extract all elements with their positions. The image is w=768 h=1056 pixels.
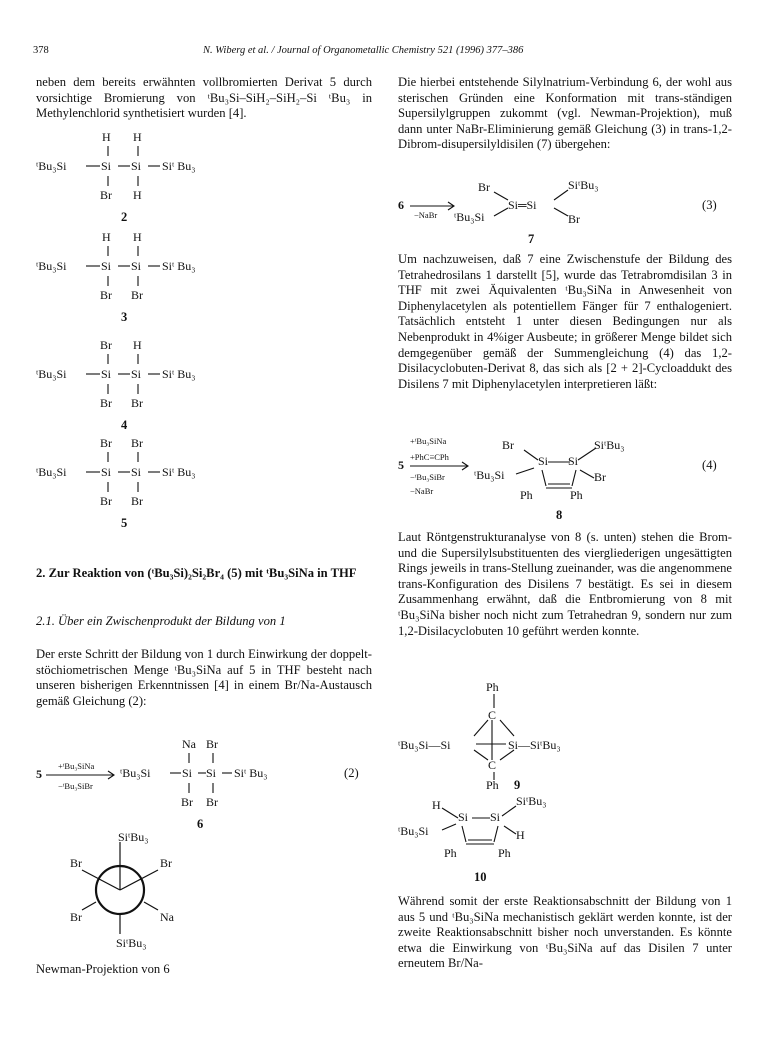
running-title: N. Wiberg et al. / Journal of Organometallic Chemistry 521 (1996) 377–386	[203, 45, 524, 56]
body-paragraph	[36, 647, 372, 709]
subsection-heading: 2.1. Über ein Zwischenprodukt der Bildung von 1	[36, 614, 286, 628]
c4-top-left: Br	[100, 338, 112, 352]
eq4-reagent-1: +ᵗBu₃SiNa	[410, 436, 447, 446]
c4-left-group: ᵗBu₃Si	[36, 367, 67, 381]
eq2-si2: Si	[206, 766, 217, 780]
right-para-1	[398, 75, 732, 153]
compound-5	[36, 434, 236, 534]
c3-si2: Si	[131, 259, 142, 273]
body-text: Der erste Schritt der Bildung von 1 durch Einwirkung der doppelt-stöchiometrischen Menge ᵗBu₃SiNa auf 5 in THF besteht nach unseren bisherigen Erkenntnissen [4] in einem Br/Na-Austausch gemäß Gleichung (2):	[36, 647, 372, 708]
right-para-4	[398, 894, 732, 972]
eq3-group-left: ᵗBu₃Si	[454, 210, 485, 224]
newman-upper-right: Br	[160, 856, 172, 870]
c10-group-right: SiᵗBu₃	[516, 794, 547, 808]
c4-label: 4	[121, 418, 128, 432]
c5-right-group: Siᵗ Bu₃	[162, 465, 196, 479]
c9-right: Si—SiᵗBu₃	[508, 738, 561, 752]
c5-left-group: ᵗBu₃Si	[36, 465, 67, 479]
newman-caption: Newman-Projektion von 6	[36, 962, 170, 976]
c9-ph-top: Ph	[486, 680, 499, 694]
eq2-top-right: Br	[206, 737, 218, 751]
c2-top-left: H	[102, 130, 111, 144]
right-para-1-text: Die hierbei entstehende Silylnatrium-Verbindung 6, der wohl aus sterischen Gründen eine Konformation mit trans-ständigen Supersilylgruppen zukommt (vgl. Newman-Projektion), muß dann unter NaBr-Eliminierung gemäß Gleichung (3) in trans-1,2-Dibrom-disupersilyldisilen (7) übergehen:	[398, 75, 732, 152]
c10-ph-left: Ph	[444, 846, 457, 860]
eq4-reagent-2: +PhC≡CPh	[410, 452, 449, 462]
eq4-label: 8	[556, 508, 563, 522]
c5-si2: Si	[131, 465, 142, 479]
c4-si1: Si	[101, 367, 112, 381]
c10-ph-right: Ph	[498, 846, 511, 860]
eq4-si-right: Si	[568, 454, 579, 468]
c5-bottom-left: Br	[100, 494, 112, 508]
c2-bottom-right: H	[133, 188, 142, 202]
c4-right-group: Siᵗ Bu₃	[162, 367, 196, 381]
eq3-start: 6	[398, 198, 404, 212]
c2-top-right: H	[133, 130, 142, 144]
compound-10	[398, 792, 732, 892]
c3-si1: Si	[101, 259, 112, 273]
c3-right-group: Siᵗ Bu₃	[162, 259, 196, 273]
equation-3	[398, 172, 732, 252]
eq2-top-left: Na	[182, 737, 196, 751]
eq4-ph-left: Ph	[520, 488, 533, 502]
eq4-si-left: Si	[538, 454, 549, 468]
eq4-start: 5	[398, 458, 404, 472]
eq2-label: 6	[197, 817, 204, 831]
eq4-br-top: Br	[502, 438, 514, 452]
c10-h-right: H	[516, 828, 525, 842]
c3-bottom-left: Br	[100, 288, 112, 302]
eq2-reagent-below: −ᵗBu₃SiBr	[58, 781, 93, 791]
eq3-label: 7	[528, 232, 535, 246]
newman-top: SiᵗBu₃	[118, 830, 149, 844]
eq2-number: (2)	[344, 766, 359, 780]
c5-top-left: Br	[100, 436, 112, 450]
newman-upper-left: Br	[70, 856, 82, 870]
c9-left: ᵗBu₃Si—Si	[398, 738, 451, 752]
eq2-reagent-above: +ᵗBu₃SiNa	[58, 761, 95, 771]
c10-si-right: Si	[490, 810, 501, 824]
equation-2	[36, 735, 372, 831]
right-para-3-text: Laut Röntgenstrukturanalyse von 8 (s. unten) stehen die Brom- und die Supersilylsubstituenten des viergliederigen ungesättigten Rings jeweils in trans-Stellung zueinander, was die angenommene trans-Konfiguration des Disilens 7 bestätigt. Es sei in diesem Zusammenhang erwähnt, daß die Entbromierung von 8 mit ᵗBu₃SiNa bisher noch nicht zum Tetrahedran 9, sondern nur zum 1,2-Disilacyclobuten 10 geführt werden konnte.	[398, 530, 732, 638]
c2-bottom-left: Br	[100, 188, 112, 202]
eq2-right-group: Siᵗ Bu₃	[234, 766, 268, 780]
c2-left-group: ᵗBu₃Si	[36, 159, 67, 173]
right-para-4-text: Während somit der erste Reaktionsabschnitt der Bildung von 1 aus 5 und ᵗBu₃SiNa mechanistisch geklärt werden konnte, ist der zweite Reaktionsabschnitt bisher noch unverstanden. Es könnte etwa die Einwirkung von ᵗBu₃SiNa auf das Disilen 7 unter erneutem Br/Na-	[398, 894, 732, 971]
newman-bottom: SiᵗBu₃	[116, 936, 147, 950]
intro-text: neben dem bereits erwähnten vollbromierten Derivat 5 durch vorsichtige Bromierung von ᵗBu₃Si–SiH₂–SiH₂–Si ᵗBu₃ in Methylenchlorid synthetisiert wurden [4].	[36, 75, 372, 121]
c3-label: 3	[121, 310, 128, 324]
eq2-left-group: ᵗBu₃Si	[120, 766, 151, 780]
c4-bottom-left: Br	[100, 396, 112, 410]
eq4-bonds	[398, 432, 732, 522]
c10-bonds	[398, 792, 732, 892]
newman-projection	[60, 830, 220, 960]
c10-group-left: ᵗBu₃Si	[398, 824, 429, 838]
compound-3	[36, 228, 236, 328]
eq4-group-left: ᵗBu₃Si	[474, 468, 505, 482]
eq4-ph-right: Ph	[570, 488, 583, 502]
c5-top-right: Br	[131, 436, 143, 450]
c4-top-right: H	[133, 338, 142, 352]
compound-9	[398, 680, 732, 790]
c5-si1: Si	[101, 465, 112, 479]
c9-ph-bottom: Ph	[486, 778, 499, 792]
compound-2	[36, 128, 236, 228]
eq4-group-right: SiᵗBu₃	[594, 438, 625, 452]
c10-si-left: Si	[458, 810, 469, 824]
eq3-si-double: Si═Si	[508, 198, 537, 212]
page-number: 378	[33, 45, 49, 56]
eq2-bottom-left: Br	[181, 795, 193, 809]
eq2-si1: Si	[182, 766, 193, 780]
section-heading: 2. Zur Reaktion von (ᵗBu₃Si)₂Si₂Br₄ (5) mit ᵗBu₃SiNa in THF	[36, 566, 357, 580]
eq3-bonds	[398, 172, 732, 252]
c5-label: 5	[121, 516, 128, 530]
eq4-br-right: Br	[594, 470, 606, 484]
c2-si2: Si	[131, 159, 142, 173]
c10-h-top: H	[432, 798, 441, 812]
right-para-2	[398, 252, 732, 392]
intro-paragraph	[36, 75, 372, 122]
c5-bottom-right: Br	[131, 494, 143, 508]
right-para-2-text: Um nachzuweisen, daß 7 eine Zwischenstufe der Bildung des Tetrahedrosilans 1 darstellt [5], wurde das Tetrabromdisilan 3 in THF mit zwei Äquivalenten ᵗBu₃SiNa in Anwesenheit von Diphenylacetylen als potentiellem Fänger für 7 enthalogeniert. Tatsächlich entsteht 1 unter diesen Bedingungen nur als Nebenprodukt in 4%iger Ausbeute; in größerer Menge bildet sich demgegenüber gemäß der Summengleichung (4) das 1,2-Disilacyclobuten-Derivat 8, das sich als [2 + 2]-Cycloaddukt des Disilens 7 mit Diphenylacetylen interpretieren läßt:	[398, 252, 732, 391]
c9-c-top: C	[488, 708, 497, 722]
c3-bottom-right: Br	[131, 288, 143, 302]
c3-top-right: H	[133, 230, 142, 244]
c4-si2: Si	[131, 367, 142, 381]
compound-4	[36, 336, 236, 436]
eq3-br-bottom: Br	[568, 212, 580, 226]
eq3-group-right: SiᵗBu₃	[568, 178, 599, 192]
eq2-start: 5	[36, 767, 42, 781]
c10-label: 10	[474, 870, 487, 884]
c9-label: 9	[514, 778, 521, 792]
eq4-number: (4)	[702, 458, 717, 472]
eq2-bottom-right: Br	[206, 795, 218, 809]
equation-4	[398, 432, 732, 522]
eq3-br-top: Br	[478, 180, 490, 194]
c3-left-group: ᵗBu₃Si	[36, 259, 67, 273]
newman-lower-left: Br	[70, 910, 82, 924]
right-para-3	[398, 530, 732, 639]
c3-top-left: H	[102, 230, 111, 244]
eq3-reagent: −NaBr	[414, 210, 438, 220]
c2-si1: Si	[101, 159, 112, 173]
eq3-number: (3)	[702, 198, 717, 212]
c9-c-bottom: C	[488, 758, 497, 772]
c2-right-group: Siᵗ Bu₃	[162, 159, 196, 173]
c4-bottom-right: Br	[131, 396, 143, 410]
newman-lower-right: Na	[160, 910, 174, 924]
c9-bonds	[398, 680, 732, 790]
eq4-reagent-4: −NaBr	[410, 486, 434, 496]
eq4-reagent-3: −ᵗBu₃SiBr	[410, 472, 445, 482]
c2-label: 2	[121, 210, 128, 224]
